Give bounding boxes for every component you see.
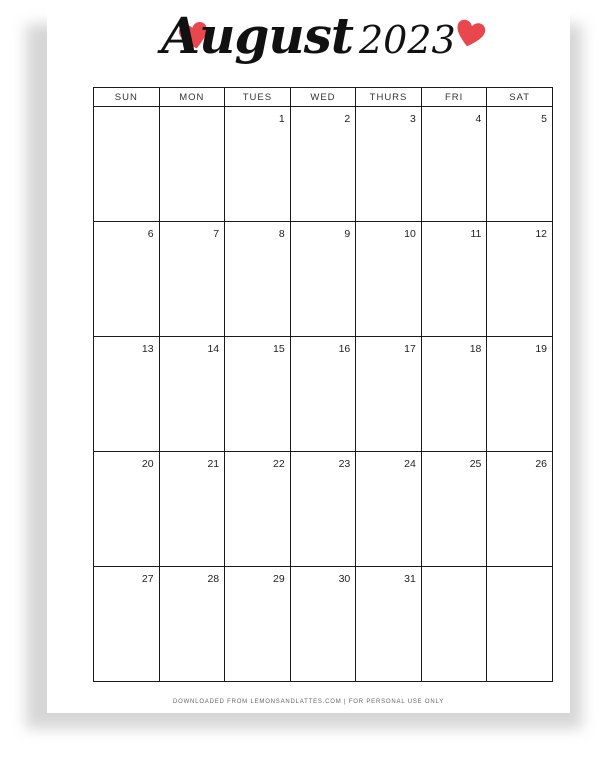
day-number: 12 <box>535 228 547 240</box>
day-number: 10 <box>404 228 416 240</box>
week-row <box>94 452 553 567</box>
day-cell <box>225 222 291 337</box>
day-cell <box>94 107 160 222</box>
day-number: 16 <box>338 343 351 355</box>
day-cell <box>356 567 422 682</box>
day-cell <box>94 222 160 337</box>
weekday-header: SAT <box>487 88 553 107</box>
weekday-header: MON <box>159 88 225 107</box>
day-cell <box>94 567 160 682</box>
day-number: 9 <box>344 228 351 240</box>
day-cell <box>159 222 225 337</box>
day-cell <box>356 337 422 452</box>
day-number: 13 <box>141 343 154 355</box>
day-number: 27 <box>141 573 154 585</box>
day-cell <box>487 567 553 682</box>
day-cell <box>356 452 422 567</box>
day-cell <box>94 452 160 567</box>
day-number: 6 <box>147 228 154 240</box>
title-month: August <box>161 6 353 65</box>
day-number: 30 <box>338 573 351 585</box>
day-cell <box>290 337 356 452</box>
week-row <box>94 337 553 452</box>
week-row <box>94 567 553 682</box>
day-cell <box>94 337 160 452</box>
day-cell <box>290 567 356 682</box>
day-number: 1 <box>278 113 285 125</box>
day-cell <box>421 452 487 567</box>
day-cell <box>487 222 553 337</box>
title-year: 2023 <box>359 18 456 62</box>
weekday-header: THURS <box>356 88 422 107</box>
day-cell <box>421 567 487 682</box>
day-number: 19 <box>535 343 547 355</box>
weekday-header: FRI <box>421 88 487 107</box>
calendar-grid <box>93 87 553 682</box>
day-number: 4 <box>475 113 482 125</box>
page-title <box>47 6 570 65</box>
day-number: 23 <box>338 458 351 470</box>
footer-credit: DOWNLOADED FROM LEMONSANDLATTES.COM | FOR PERSONAL USE ONLY <box>172 699 444 705</box>
day-number <box>94 107 159 113</box>
day-number: 25 <box>469 458 482 470</box>
weekday-header: WED <box>290 88 356 107</box>
day-number: 14 <box>207 343 220 355</box>
day-cell <box>290 222 356 337</box>
day-number: 3 <box>409 113 416 125</box>
day-number: 11 <box>470 228 482 240</box>
day-number: 2 <box>344 113 351 125</box>
day-cell <box>225 107 291 222</box>
day-number: 15 <box>273 343 285 355</box>
day-cell <box>159 567 225 682</box>
day-number <box>160 107 225 113</box>
weekday-header: TUES <box>225 88 291 107</box>
weekday-header-row <box>94 88 553 107</box>
day-number: 24 <box>404 458 416 470</box>
day-cell <box>290 452 356 567</box>
day-number: 17 <box>404 343 416 355</box>
day-cell <box>225 452 291 567</box>
day-cell <box>487 337 553 452</box>
day-number: 18 <box>469 343 482 355</box>
day-cell <box>225 337 291 452</box>
week-row <box>94 222 553 337</box>
week-row <box>94 107 553 222</box>
day-number: 28 <box>207 573 220 585</box>
day-cell <box>356 107 422 222</box>
day-cell <box>159 337 225 452</box>
day-cell <box>487 107 553 222</box>
day-number: 26 <box>535 458 547 470</box>
day-cell <box>487 452 553 567</box>
day-number: 7 <box>213 228 220 240</box>
day-number: 20 <box>141 458 154 470</box>
day-number <box>487 567 552 573</box>
day-cell <box>356 222 422 337</box>
day-cell <box>225 567 291 682</box>
day-cell <box>421 337 487 452</box>
day-number: 22 <box>273 458 285 470</box>
day-number: 21 <box>207 458 220 470</box>
calendar-page <box>47 0 570 713</box>
day-cell <box>421 107 487 222</box>
day-number: 29 <box>273 573 285 585</box>
day-number: 5 <box>541 113 547 125</box>
day-cell <box>290 107 356 222</box>
day-number: 8 <box>278 228 285 240</box>
day-cell <box>421 222 487 337</box>
day-cell <box>159 107 225 222</box>
day-number <box>422 567 487 573</box>
day-number: 31 <box>404 573 416 585</box>
weekday-header: SUN <box>94 88 160 107</box>
day-cell <box>159 452 225 567</box>
